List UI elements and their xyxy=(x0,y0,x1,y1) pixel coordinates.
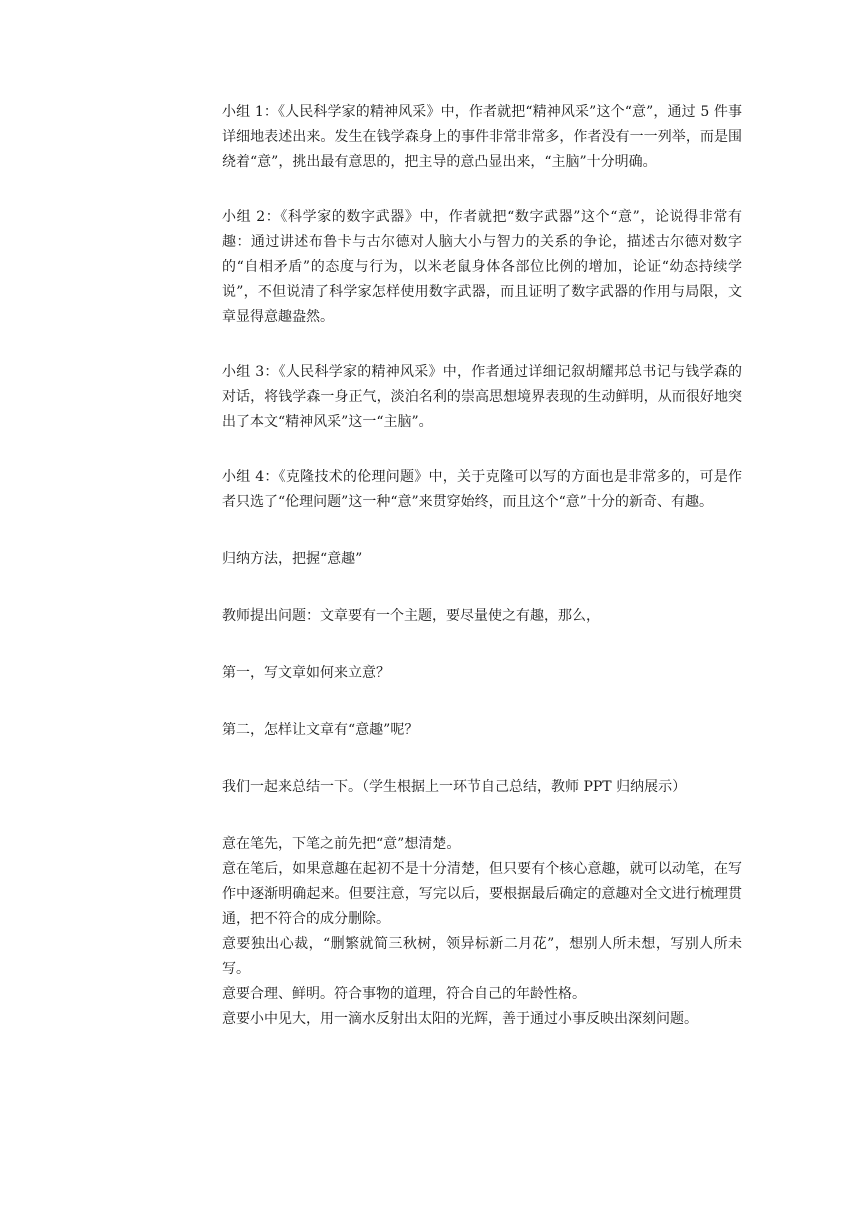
points-list xyxy=(222,832,742,1032)
group3-paragraph: 小组 3：《人民科学家的精神风采》中，作者通过详细记叙胡耀邦总书记与钱学森的对话，将钱学森一身正气，淡泊名利的崇高思想境界表现的生动鲜明，从而很好地突出了本文“精神风采”这一“主脑”。 xyxy=(222,364,742,430)
question-2: 第二，怎样让文章有“意趣”呢？ xyxy=(222,722,419,738)
group1-paragraph: 小组 1：《人民科学家的精神风采》中，作者就把“精神风采”这个“意”，通过 5 件事详细地表述出来。发生在钱学森身上的事件非常非常多，作者没有一一列举，而是围绕着“意”，挑出最有意思的，把主导的意凸显出来，“主脑”十分明确。 xyxy=(222,104,742,170)
teacher-question: 教师提出问题：文章要有一个主题，要尽量使之有趣，那么， xyxy=(222,608,600,624)
group2-paragraph: 小组 2：《科学家的数字武器》中，作者就把“数字武器”这个“意”，论说得非常有趣：通过讲述布鲁卡与古尔德对人脑大小与智力的关系的争论，描述古尔德对数字的“自相矛盾”的态度与行为，以米老鼠身体各部位比例的增加，论证“幼态持续学说”，不但说清了科学家怎样使用数字武器，而且证明了数字武器的作用与局限，文章显得意趣盎然。 xyxy=(222,209,742,325)
point-item: 意要合理、鲜明。符合事物的道理，符合自己的年龄性格。 xyxy=(222,986,586,1002)
document-body xyxy=(222,100,742,1032)
point-item: 意要独出心裁，“删繁就简三秋树，领异标新二月花”，想别人所未想，写别人所未写。 xyxy=(222,936,742,977)
point-item: 意要小中见大，用一滴水反射出太阳的光辉，善于通过小事反映出深刻问题。 xyxy=(222,1011,698,1027)
point-item: 意在笔先，下笔之前先把“意”想清楚。 xyxy=(222,836,461,852)
point-item: 意在笔后，如果意趣在起初不是十分清楚，但只要有个核心意趣，就可以动笔，在写作中逐渐明确起来。但要注意，写完以后，要根据最后确定的意趣对全文进行梳理贯通，把不符合的成分删除。 xyxy=(222,861,742,927)
summary-intro: 我们一起来总结一下。（学生根据上一环节自己总结，教师 PPT 归纳展示） xyxy=(222,779,687,795)
summary-heading: 归纳方法，把握“意趣” xyxy=(222,551,363,567)
question-1: 第一，写文章如何来立意？ xyxy=(222,665,390,681)
group4-paragraph: 小组 4：《克隆技术的伦理问题》中，关于克隆可以写的方面也是非常多的，可是作者只选了“伦理问题”这一种“意”来贯穿始终，而且这个“意”十分的新奇、有趣。 xyxy=(222,469,742,510)
